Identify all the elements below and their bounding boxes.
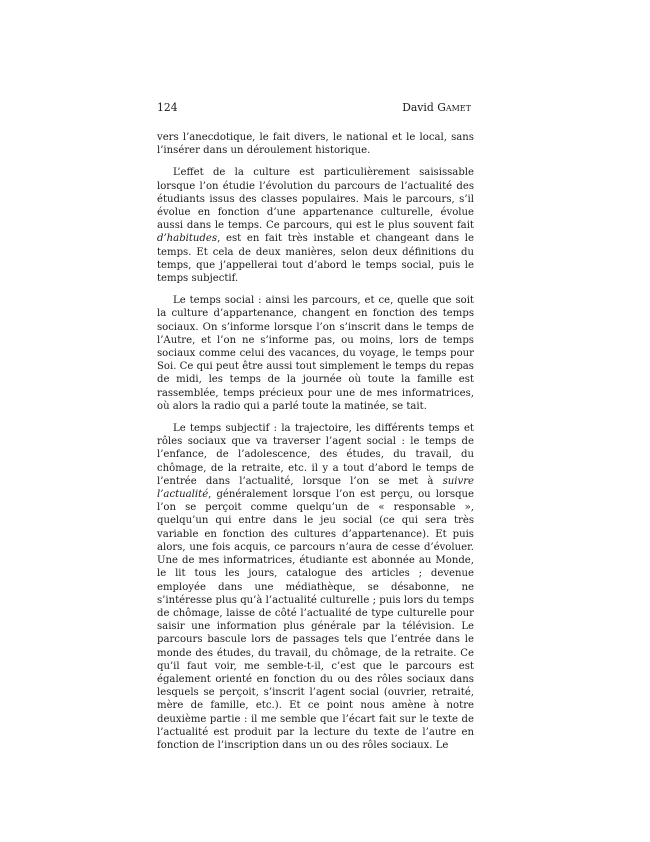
page-number: 124 [157, 101, 178, 114]
running-head-author [402, 99, 471, 117]
paragraph-3: Le temps social : ainsi les parcours, et ce, quelle que soit la culture d’appartenance, changent en fonction des temps sociaux. On s’informe lorsque l’on s’inscrit dans le temps de l’Autre, et l’on ne s’informe pas, ou moins, lors de temps sociaux comme celui des vacances, du voyage, le temps pour Soi. Ce qui peut être aussi tout simplement le temps du repas de midi, les temps de la journée où toute la famille est rassemblée, temps précieux pour une de mes informatrices, où alors la radio qui a parlé toute la matinée, se tait. [157, 295, 474, 412]
author-last-name: Gamet [437, 101, 471, 114]
paragraph-2-text-a: L’effet de la culture est particulièrement saisissable lorsque l’on étudie l’évolution du parcours de l’actualité des étudiants issus des classes populaires. Mais le parcours, s’il évolue en fonction d’une appartenance culturelle, évolue aussi dans le temps. Ce parcours, qui est le plus souvent fait [157, 167, 474, 232]
paragraph-4-text-b: , généralement lorsque l’on est perçu, ou lorsque l’on se perçoit comme quelqu’un de « responsable », quelqu’un qui entre dans le jeu social (ce qui sera très variable en fonction des cultures d’appartenance). Et puis alors, une fois acquis, ce parcours n’aura de cesse d’évoluer. Une de mes informatrices, étudiante est abonnée au Monde, le lit tous les jours, catalogue des articles ; devenue employée dans une médiathèque, se désabonne, ne s’intéresse plus qu’à l’actualité culturelle ; puis lors du temps de chômage, laisse de côté l’actualité de type culturelle pour saisir une information plus générale par la télévision. Le parcours bascule lors de passages tels que l’entrée dans le monde des études, du travail, du chômage, de la retraite. Ce qu’il faut voir, me semble-t-il, c’est que le parcours est également orienté en fonction du ou des rôles sociaux dans lesquels se perçoit, s’inscrit l’agent social (ouvrier, retraité, mère de famille, etc.). Et ce point nous amène à notre deuxième partie : il me semble que l’écart fait sur le texte de l’actualité est produit par la lecture du texte de l’autre en fonction de l’inscription dans un ou des rôles sociaux. Le [157, 489, 474, 751]
paragraph-2-text-b: , est en fait très instable et changeant dans le temps. Et cela de deux manières, selon deux définitions du temps, que j’appellerai tout d’abord le temps social, puis le temps subjectif. [157, 233, 474, 285]
paragraph-2 [157, 166, 474, 285]
running-header [157, 99, 474, 117]
paragraph-4 [157, 422, 474, 752]
paragraph-1: vers l’anecdotique, le fait divers, le national et le local, sans l’insérer dans un déroulement historique. [157, 132, 474, 157]
emphasis-suivre-actualite: suivre l’actualité [157, 475, 474, 501]
emphasis-habitudes: d’habitudes [157, 233, 218, 245]
body-text [157, 131, 474, 752]
paragraph-4-text-a: Le temps subjectif : la trajectoire, les différents temps et rôles sociaux que va traverser l’agent social : le temps de l’enfance, de l’adolescence, des études, du travail, du chômage, de la retraite, etc. il y a tout d’abord le temps de l’entrée dans l’actualité, lorsque l’on se met à [157, 423, 474, 487]
author-first-name: David [402, 101, 434, 114]
